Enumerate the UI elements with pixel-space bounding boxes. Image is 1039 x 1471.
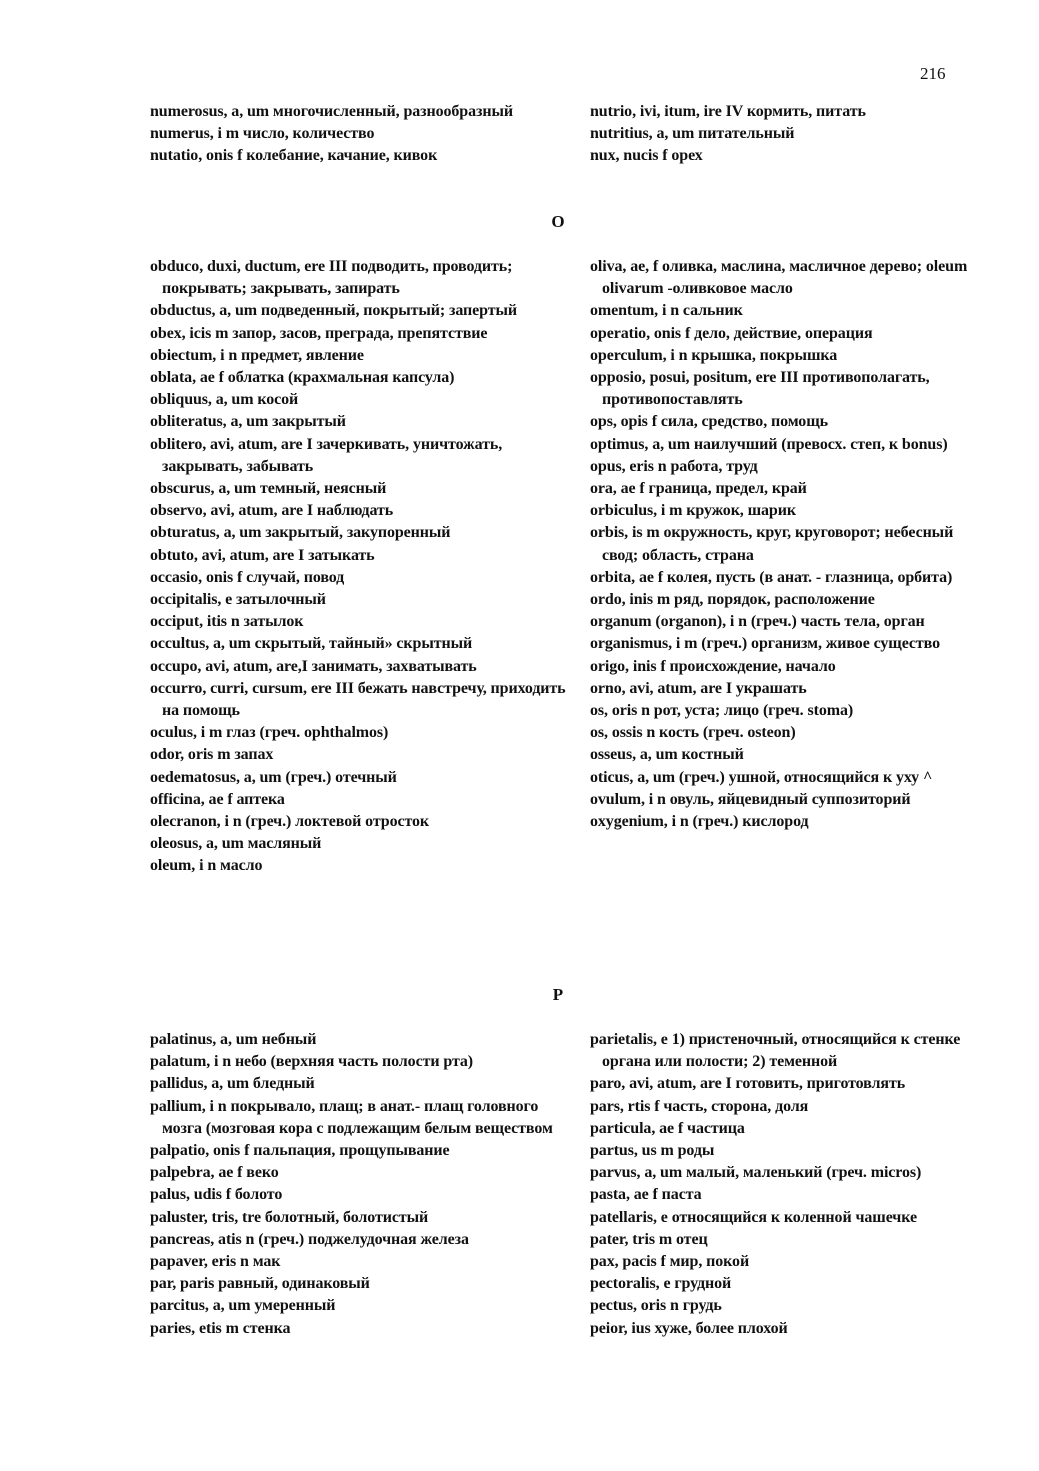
dictionary-entry: pars, rtis f часть, сторона, доля [590, 1097, 809, 1115]
dictionary-entry: pax, pacis f мир, покой [590, 1253, 750, 1271]
dictionary-entry: parcitus, a, um умеренный [150, 1297, 336, 1315]
dictionary-entry: ordo, inis m ряд, порядок, расположение [590, 591, 875, 609]
dictionary-entry: occurro, curri, cursum, ere III бежать навстречу, приходить на помощь [150, 679, 566, 720]
dictionary-entry: omentum, i n сальник [590, 302, 743, 320]
dictionary-entry: particula, ae f частица [590, 1119, 745, 1137]
dictionary-entry: operculum, i n крышка, покрышка [590, 346, 838, 364]
dictionary-entry: par, paris равный, одинаковый [150, 1275, 370, 1293]
dictionary-entry: obiectum, i n предмет, явление [150, 346, 364, 364]
dictionary-entry: nutrio, ivi, itum, ire IV кормить, питать [590, 103, 866, 120]
n-section-left-column [150, 101, 570, 168]
dictionary-entry: obduco, duxi, ductum, ere III подводить, проводить; покрывать; закрывать, запирать [150, 258, 513, 298]
dictionary-entry: occasio, onis f случай, повод [150, 568, 345, 586]
dictionary-entry: oleum, i n масло [150, 857, 263, 875]
dictionary-entry: obliteratus, a, um закрытый [150, 413, 346, 431]
dictionary-entry: palpebra, ae f веко [150, 1164, 279, 1182]
dictionary-entry: ops, opis f сила, средство, помощь [590, 413, 828, 431]
dictionary-entry: observo, avi, atum, are I наблюдать [150, 502, 394, 520]
dictionary-entry: obtuto, avi, atum, are I затыкать [150, 546, 375, 564]
dictionary-entry: os, ossis n кость (греч. osteon) [590, 724, 796, 742]
dictionary-entry: pallidus, a, um бледный [150, 1075, 315, 1093]
dictionary-entry: parietalis, e 1) пристеночный, относящийся к стенке органа или полости; 2) теменной [590, 1031, 961, 1071]
dictionary-entry: obex, icis m запор, засов, преграда, препятствие [150, 324, 488, 342]
dictionary-entry: nux, nucis f орех [590, 147, 703, 165]
dictionary-entry: pectus, oris n грудь [590, 1297, 722, 1315]
dictionary-entry: olecranon, i n (греч.) локтевой отросток [150, 813, 430, 831]
dictionary-entry: palatum, i n небо (верхняя часть полости рта) [150, 1053, 474, 1071]
dictionary-entry: occultus, a, um скрытый, тайный» скрытный [150, 635, 473, 653]
dictionary-entry: obliquus, a, um косой [150, 391, 299, 409]
dictionary-entry: oliva, ae, f оливка, маслина, масличное дерево; oleum olivarum -оливковое масло [590, 258, 968, 298]
dictionary-entry: oedematosus, a, um (греч.) отечный [150, 768, 397, 786]
dictionary-entry: os, oris n рот, уста; лицо (греч. stoma) [590, 702, 854, 720]
dictionary-entry: orbiculus, i m кружок, шарик [590, 502, 796, 520]
dictionary-entry: pectoralis, e грудной [590, 1275, 732, 1293]
dictionary-entry: ora, ae f граница, предел, край [590, 480, 807, 498]
dictionary-entry: numerosus, a, um многочисленный, разнообразный [150, 103, 513, 120]
dictionary-entry: papaver, eris n мак [150, 1253, 281, 1271]
dictionary-entry: nutatio, onis f колебание, качание, кивок [150, 147, 438, 165]
dictionary-entry: optimus, a, um наилучший (превосх. степ, к bonus) [590, 435, 948, 453]
dictionary-entry: opposio, posui, positum, ere III противополагать, противопоставлять [590, 369, 930, 409]
dictionary-entry: obductus, a, um подведенный, покрытый; запертый [150, 302, 518, 320]
dictionary-entry: ovulum, i n овуль, яйцевидный суппозиторий [590, 790, 911, 808]
n-section-right-column [590, 101, 990, 168]
dictionary-entry: parvus, a, um малый, маленький (греч. micros) [590, 1164, 922, 1182]
dictionary-entry: palatinus, a, um небный [150, 1031, 317, 1048]
dictionary-entry: occipitalis, e затылочный [150, 591, 326, 609]
dictionary-entry: odor, oris m запах [150, 746, 274, 764]
dictionary-entry: origo, inis f происхождение, начало [590, 657, 836, 675]
p-section-left-column [150, 1029, 570, 1340]
o-section-right-column [590, 256, 990, 833]
section-letter-o: O [551, 212, 565, 231]
dictionary-entry: nutritius, a, um питательный [590, 125, 795, 143]
dictionary-entry: occiput, itis n затылок [150, 613, 304, 631]
dictionary-entry: osseus, a, um костный [590, 746, 744, 764]
dictionary-entry: paluster, tris, tre болотный, болотистый [150, 1208, 429, 1226]
dictionary-entry: numerus, i m число, количество [150, 125, 375, 143]
p-section-right-column [590, 1029, 990, 1340]
dictionary-entry: organum (organon), i n (греч.) часть тела, орган [590, 613, 925, 631]
dictionary-entry: pancreas, atis n (греч.) поджелудочная железа [150, 1230, 469, 1248]
dictionary-entry: orbis, is m окружность, круг, круговорот; небесный свод; область, страна [590, 524, 954, 564]
dictionary-entry: oblata, ae f облатка (крахмальная капсула) [150, 369, 455, 387]
dictionary-entry: pasta, ae f паста [590, 1186, 702, 1204]
dictionary-entry: oxygenium, i n (греч.) кислород [590, 813, 809, 831]
dictionary-entry: oculus, i m глаз (греч. ophthalmos) [150, 724, 389, 742]
dictionary-entry: palpatio, onis f пальпация, прощупывание [150, 1142, 450, 1160]
dictionary-entry: obturatus, a, um закрытый, закупоренный [150, 524, 451, 542]
dictionary-entry: opus, eris n работа, труд [590, 457, 758, 475]
dictionary-entry: orbita, ae f колея, пусть (в анат. - глазница, орбита) [590, 568, 953, 586]
o-section-left-column [150, 256, 570, 878]
dictionary-entry: obscurus, a, um темный, неясный [150, 480, 387, 498]
dictionary-entry: oticus, a, um (греч.) ушной, относящийся к уху ^ [590, 768, 933, 786]
dictionary-entry: operatio, onis f дело, действие, операция [590, 324, 873, 342]
page-number: 216 [920, 64, 946, 83]
dictionary-entry: officina, ae f аптека [150, 790, 285, 808]
dictionary-entry: occupo, avi, atum, are,I занимать, захватывать [150, 657, 477, 675]
section-letter-p: P [552, 985, 564, 1004]
dictionary-entry: pater, tris m отец [590, 1230, 708, 1248]
dictionary-entry: oleosus, a, um масляный [150, 835, 322, 853]
dictionary-entry: paries, etis m стенка [150, 1319, 291, 1337]
dictionary-entry: partus, us m роды [590, 1142, 715, 1160]
dictionary-entry: paro, avi, atum, are I готовить, приготовлять [590, 1075, 906, 1093]
dictionary-entry: organismus, i m (греч.) организм, живое существо [590, 635, 940, 653]
dictionary-entry: palus, udis f болото [150, 1186, 283, 1204]
dictionary-entry: patellaris, e относящийся к коленной чашечке [590, 1208, 917, 1226]
dictionary-entry: orno, avi, atum, are I украшать [590, 679, 807, 697]
dictionary-entry: oblitero, avi, atum, are I зачеркивать, уничтожать, закрывать, забывать [150, 435, 503, 475]
dictionary-entry: pallium, i n покрывало, плащ; в анат.- плащ головного мозга (мозговая кора с подлежащим белым веществом [150, 1097, 553, 1137]
dictionary-entry: peior, ius хуже, более плохой [590, 1319, 788, 1337]
